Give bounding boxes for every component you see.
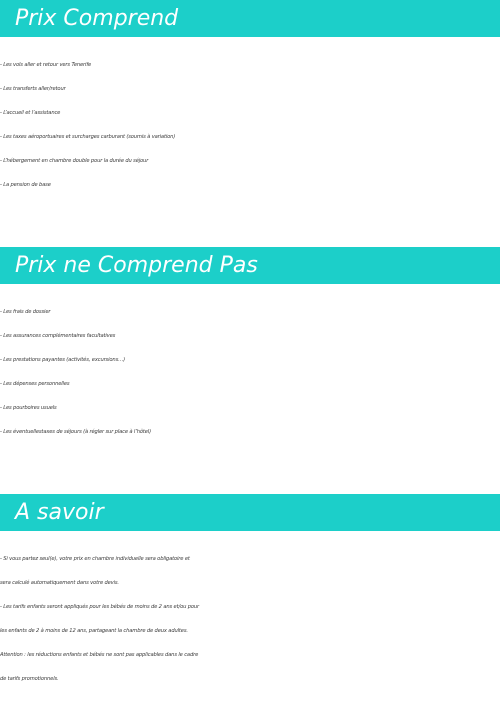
section-header-prix-comprend: Prix Comprend	[0, 0, 500, 37]
section-header-a-savoir: A savoir	[0, 494, 500, 531]
paragraph-line: Attention : les réductions enfants et bébés ne sont pas applicables dans le cadre	[0, 652, 199, 658]
list-prix-ne-comprend-pas	[0, 300, 500, 444]
list-item: - Les éventuellestaxes de séjours (à régler sur place à l’hôtel)	[0, 429, 151, 435]
paragraph-line: - Si vous partez seul(e), votre prix en chambre individuelle sera obligatoire et	[0, 556, 190, 562]
paragraph-line: sera calculé automatiquement dans votre devis.	[0, 580, 119, 586]
paragraph-line: les enfants de 2 à moins de 12 ans, partageant la chambre de deux adultes.	[0, 628, 188, 634]
a-savoir-paragraph	[0, 547, 500, 691]
list-item: - Les dépenses personnelles	[0, 381, 70, 387]
list-item: - L’hébergement en chambre double pour la durée du séjour	[0, 158, 149, 164]
list-prix-comprend	[0, 53, 500, 197]
paragraph-line: - Les tarifs enfants seront appliqués pour les bébés de moins de 2 ans et/ou pour	[0, 604, 200, 610]
section-header-prix-ne-comprend-pas: Prix ne Comprend Pas	[0, 247, 500, 284]
paragraph-line: de tarifs promotionnels.	[0, 676, 59, 682]
list-item: - Les prestations payantes (activités, excursions…)	[0, 357, 126, 363]
list-item: - La pension de base	[0, 182, 51, 188]
list-item: - Les transferts aller/retour	[0, 86, 66, 92]
list-item: - Les taxes aéroportuaires et surcharges carburant (soumis à variation)	[0, 134, 176, 140]
list-item: - Les pourboires usuels	[0, 405, 57, 411]
list-item: - Les assurances complémentaires facultatives	[0, 333, 116, 339]
list-item: - L’accueil et l’assistance	[0, 110, 61, 116]
list-item: - Les frais de dossier	[0, 309, 51, 315]
list-item: - Les vols aller et retour vers Tenerife	[0, 62, 92, 68]
